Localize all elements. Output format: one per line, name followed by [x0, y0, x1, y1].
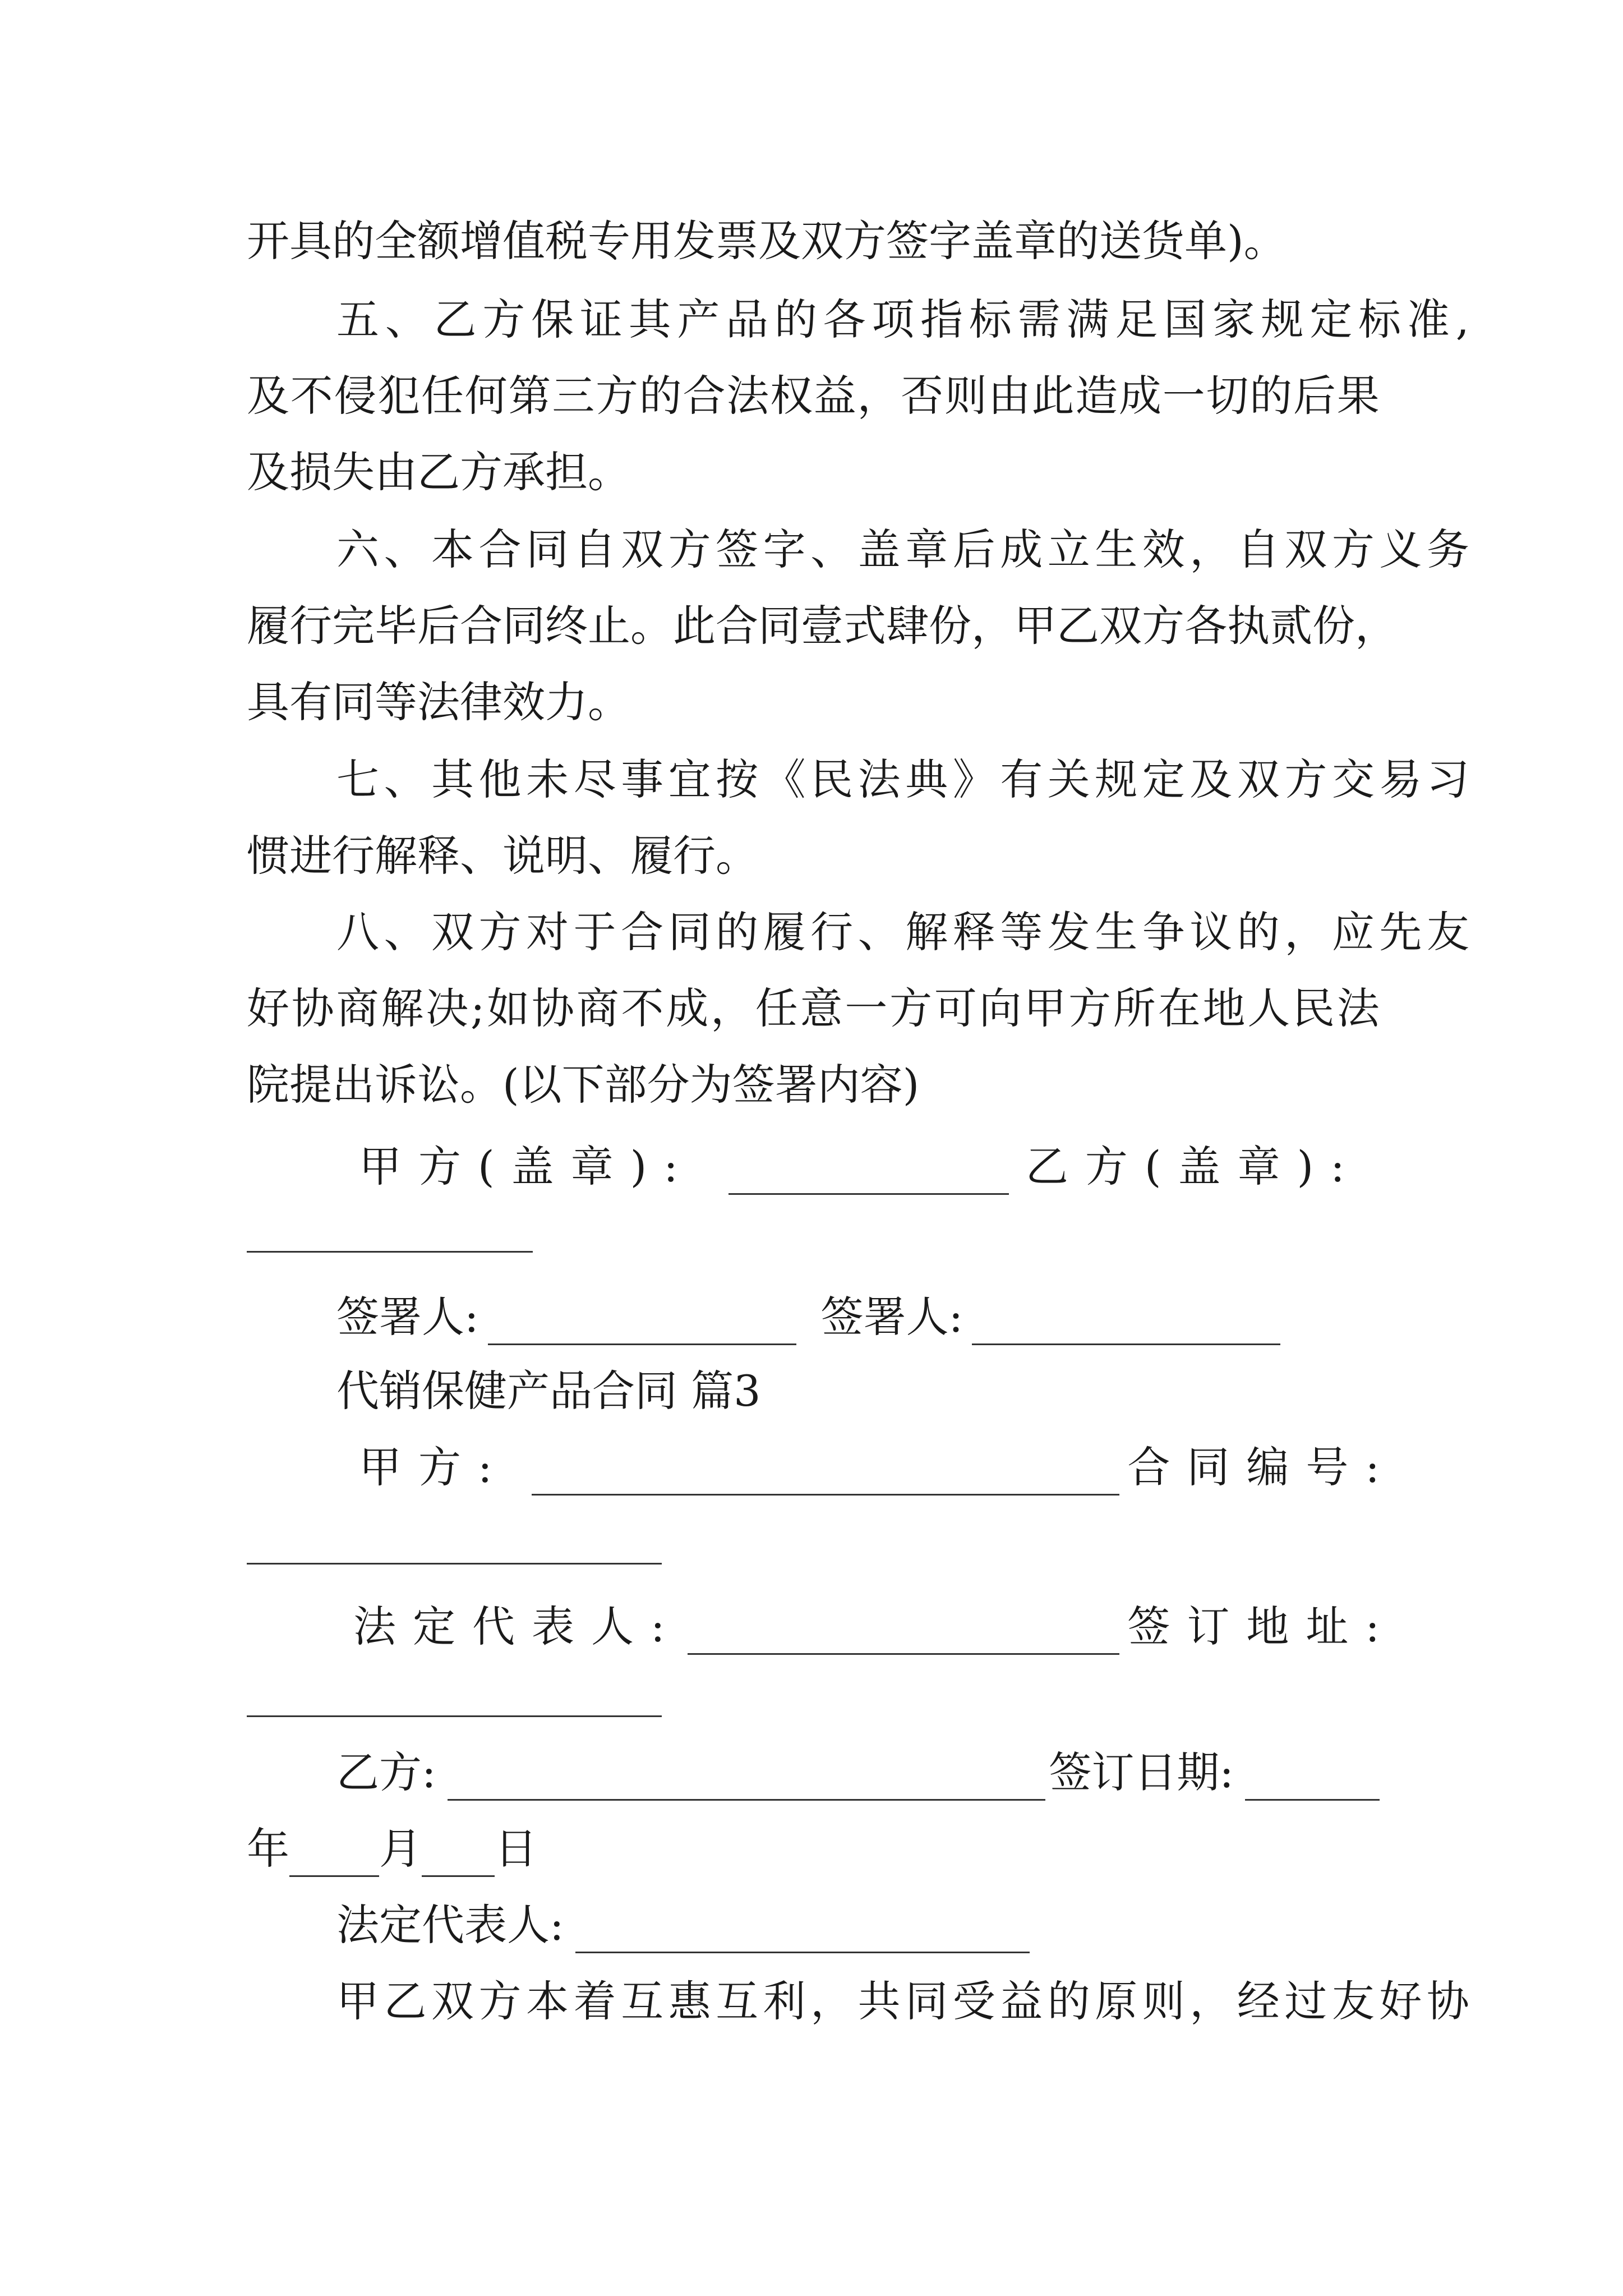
clause-8-line-3: 院提出诉讼。(以下部分为签署内容)	[247, 1060, 920, 1110]
signer-row	[336, 1289, 1469, 1345]
party-b-seal-blank[interactable]	[247, 1251, 533, 1253]
party-a-signer-label: 签署人:	[336, 1292, 479, 1342]
sign-date-label: 签订日期:	[1049, 1747, 1234, 1797]
sign-address-blank[interactable]	[247, 1715, 662, 1717]
contract-no-label: 合同编号:	[1127, 1442, 1396, 1492]
paragraph-line: 开具的全额增值税专用发票及双方签字盖章的送货单)。	[247, 216, 1287, 266]
party-a-seal-blank[interactable]	[728, 1154, 1009, 1195]
party-b-row	[336, 1745, 1380, 1801]
date-row	[247, 1821, 1380, 1877]
legal-rep-b-blank[interactable]	[575, 1912, 1030, 1953]
clause-5-line-2: 及 不 侵 犯 任 何 第 三 方 的 合 法 权 益 ， 否 则 由 此 造 成 一 切 的 后 果	[247, 371, 1380, 421]
clause-6-line-1: 六 、 本 合 同 自 双 方 签 字 、 盖 章 后 成 立 生 效 ， 自 双 方 义 务	[336, 524, 1469, 574]
legal-rep-label: 法定代表人:	[353, 1602, 682, 1651]
clause-8-line-2: 好 协 商 解 决 ; 如 协 商 不 成 ， 任 意 一 方 可 向 甲 方 所 在 地 人 民 法	[247, 983, 1380, 1033]
legal-rep-blank[interactable]	[688, 1614, 1120, 1655]
contract-no-blank[interactable]	[247, 1563, 662, 1565]
clause-7-line-2: 惯进行解释、说明、履行。	[247, 831, 758, 881]
party-b-name-blank[interactable]	[448, 1760, 1046, 1801]
party-b-label: 乙方:	[336, 1747, 436, 1797]
legal-rep-b-label: 法定代表人:	[336, 1900, 564, 1950]
section-3-title: 代销保健产品合同 篇3	[336, 1366, 761, 1416]
party-b-seal-label: 乙方(盖章):	[1025, 1142, 1362, 1191]
party-b-signer-blank[interactable]	[972, 1304, 1280, 1345]
clause-7-line-1: 七 、 其 他 未 尽 事 宜 按 《 民 法 典 》 有 关 规 定 及 双 方 交 易 习	[336, 754, 1469, 804]
day-blank[interactable]	[422, 1836, 495, 1877]
seal-row	[359, 1139, 1380, 1195]
sign-address-label: 签订地址:	[1127, 1602, 1396, 1651]
clause-5-line-3: 及损失由乙方承担。	[247, 447, 630, 497]
day-label: 日	[495, 1824, 537, 1874]
party-a-label: 甲方:	[359, 1442, 509, 1492]
month-label: 月	[379, 1824, 422, 1874]
clause-6-line-3: 具有同等法律效力。	[247, 677, 630, 727]
clause-5-line-1: 五 、 乙 方 保 证 其 产 品 的 各 项 指 标 需 满 足 国 家 规 定 标 准 ,	[336, 295, 1469, 344]
preamble-line: 甲 乙 双 方 本 着 互 惠 互 利 ， 共 同 受 益 的 原 则 ， 经 过 友 好 协	[336, 1976, 1469, 2026]
legal-rep-row	[353, 1599, 1396, 1655]
sign-date-year-blank[interactable]	[1245, 1760, 1380, 1801]
clause-8-line-1: 八 、 双 方 对 于 合 同 的 履 行 、 解 释 等 发 生 争 议 的 ， 应 先 友	[336, 907, 1469, 957]
party-a-seal-label: 甲方(盖章):	[359, 1142, 695, 1191]
party-b-signer-label: 签署人:	[820, 1292, 963, 1342]
party-a-row	[359, 1439, 1396, 1496]
clause-6-line-2: 履 行 完 毕 后 合 同 终 止 。 此 合 同 壹 式 肆 份 ， 甲 乙 双 方 各 执 贰 份 ，	[247, 601, 1398, 651]
year-label: 年	[247, 1824, 289, 1874]
month-blank[interactable]	[289, 1836, 379, 1877]
legal-rep-b-row	[336, 1897, 1469, 1953]
party-a-name-blank[interactable]	[532, 1455, 1120, 1496]
party-a-signer-blank[interactable]	[488, 1304, 796, 1345]
